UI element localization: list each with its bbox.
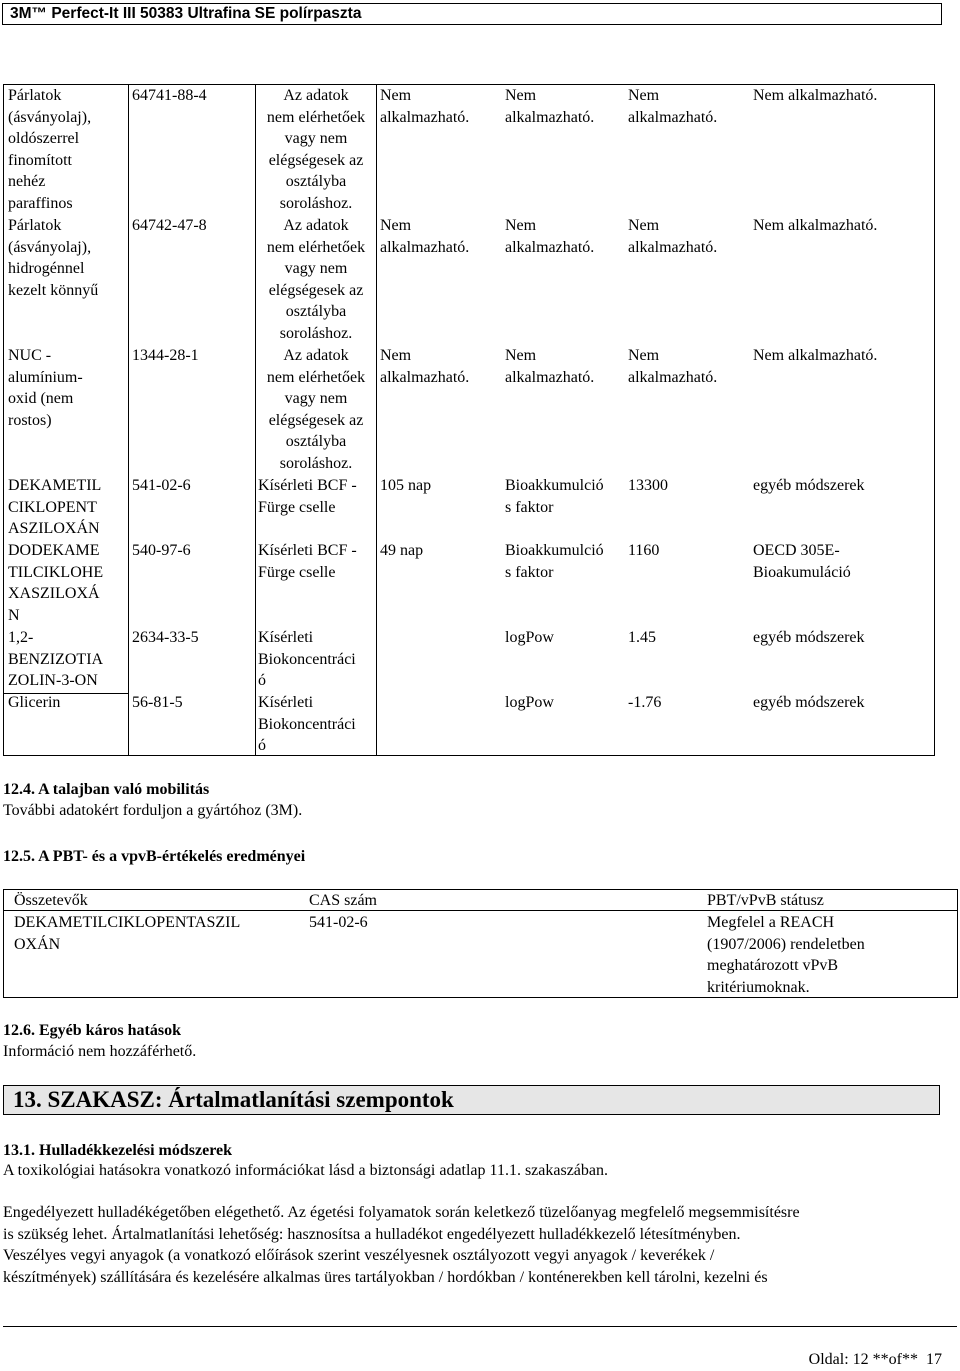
cas-number: 540-97-6 (132, 542, 191, 559)
test-method: OECD 305E- Bioakumuláció (753, 542, 851, 581)
section-13-1-heading: 13.1. Hulladékkezelési módszerek (3, 1142, 233, 1159)
duration: 49 nap (380, 542, 424, 559)
pbt-row-status: Megfelel a REACH (1907/2006) rendeletben meghatározott vPvB kritériumoknak. (707, 914, 865, 996)
test-method: Nem alkalmazható. (753, 217, 878, 234)
section-12-4-heading: 12.4. A talajban való mobilitás (3, 781, 210, 798)
page-number: Oldal: 12 **of** 17 (808, 1351, 942, 1368)
duration: Nem alkalmazható. (380, 87, 470, 126)
study-type: Nem alkalmazható. (505, 87, 595, 126)
pbt-col-status: PBT/vPvB státusz (707, 892, 824, 909)
section-12-6-heading: 12.6. Egyéb káros hatások (3, 1022, 181, 1039)
document-header (2, 3, 942, 25)
section-13-1-text: A toxikológiai hatásokra vonatkozó információkat lásd a biztonsági adatlap 11.1. szakaszában. (3, 1162, 608, 1179)
section-12-4-text: További adatokért forduljon a gyártóhoz (3M). (3, 802, 303, 819)
component-name: Párlatok (ásványolaj), oldószerrel finomított nehéz paraffinos (8, 87, 92, 212)
study-type: logPow (505, 694, 554, 711)
component-name: Glicerin (8, 694, 61, 711)
cas-number: 64741-88-4 (132, 87, 207, 104)
study-type: logPow (505, 629, 554, 646)
table-divider (376, 85, 377, 755)
cas-number: 2634-33-5 (132, 629, 199, 646)
section-13-title-box (3, 1085, 940, 1115)
pbt-col-components: Összetevők (14, 892, 88, 909)
cas-number: 541-02-6 (132, 477, 191, 494)
section-12-6-text: Információ nem hozzáférhető. (3, 1043, 197, 1060)
cas-number: 56-81-5 (132, 694, 183, 711)
component-name: Párlatok (ásványolaj), hidrogénnel kezelt könnyű (8, 217, 99, 299)
duration: 105 nap (380, 477, 432, 494)
test-value: Nem alkalmazható. (628, 217, 718, 256)
component-name: DODEKAME TILCIKLOHE XASZILOXÁ N (8, 542, 104, 624)
component-name: 1,2- BENZIZOTIA ZOLIN-3-ON (8, 629, 104, 689)
section-12-5-heading: 12.5. A PBT- és a vpvB-értékelés eredményei (3, 848, 306, 865)
table-divider (128, 85, 129, 755)
test-method: egyéb módszerek (753, 477, 865, 494)
study-type: Bioakkumulció s faktor (505, 542, 604, 581)
study-type: Nem alkalmazható. (505, 347, 595, 386)
test-type: Kísérleti BCF - Fürge cselle (258, 477, 357, 516)
product-title: 3M™ Perfect-It III 50383 Ultrafina SE polírpaszta (10, 5, 362, 22)
bioaccumulation-table (3, 84, 935, 756)
study-type: Nem alkalmazható. (505, 217, 595, 256)
test-method: Nem alkalmazható. (753, 87, 878, 104)
test-value: -1.76 (628, 694, 662, 711)
duration: Nem alkalmazható. (380, 347, 470, 386)
pbt-row-component: DEKAMETILCIKLOPENTASZIL OXÁN (14, 914, 241, 953)
pbt-table (3, 889, 958, 998)
test-type: Az adatok nem elérhetőek vagy nem elégségesek az osztályba soroláshoz. (266, 87, 366, 212)
pbt-row-cas: 541-02-6 (309, 914, 368, 931)
study-type: Bioakkumulció s faktor (505, 477, 604, 516)
test-value: Nem alkalmazható. (628, 347, 718, 386)
table-divider (255, 85, 256, 755)
duration: Nem alkalmazható. (380, 217, 470, 256)
pbt-col-cas: CAS szám (309, 892, 377, 909)
test-type: Az adatok nem elérhetőek vagy nem elégségesek az osztályba soroláshoz. (266, 217, 366, 342)
cas-number: 1344-28-1 (132, 347, 199, 364)
test-value: Nem alkalmazható. (628, 87, 718, 126)
component-name: DEKAMETIL CIKLOPENT ASZILOXÁN (8, 477, 102, 537)
component-name: NUC - alumínium- oxid (nem rostos) (8, 347, 83, 429)
test-method: egyéb módszerek (753, 694, 865, 711)
section-13-title: 13. SZAKASZ: Ártalmatlanítási szempontok (13, 1087, 454, 1112)
test-value: 1.45 (628, 629, 656, 646)
test-type: Kísérleti BCF - Fürge cselle (258, 542, 357, 581)
section-13-1-paragraph: Veszélyes vegyi anyagok (a vonatkozó előírások szerint veszélyesnek osztályozott vegyi anyagok / keverékek / készítmények) szállítására és kezelésére alkalmas üres tartályokban / hordókban / konténerekben kell tárolni, kezelni és (3, 1247, 768, 1286)
test-type: Az adatok nem elérhetőek vagy nem elégségesek az osztályba soroláshoz. (266, 347, 366, 472)
test-value: 1160 (628, 542, 660, 559)
test-method: egyéb módszerek (753, 629, 865, 646)
footer-divider (3, 1326, 957, 1327)
test-type: Kísérleti Biokoncentráci ó (258, 629, 356, 689)
section-13-1-paragraph: Engedélyezett hulladékégetőben elégethető. Az égetési folyamatok során keletkező tüzelőanyag megfelelő megsemmisítésre is szükség lehet. Ártalmatlanítási lehetőség: hasznosítsa a hulladékot engedélyezett hulladékkezelő létesítményben. (3, 1204, 800, 1243)
test-type: Kísérleti Biokoncentráci ó (258, 694, 356, 754)
test-method: Nem alkalmazható. (753, 347, 878, 364)
cas-number: 64742-47-8 (132, 217, 207, 234)
test-value: 13300 (628, 477, 668, 494)
